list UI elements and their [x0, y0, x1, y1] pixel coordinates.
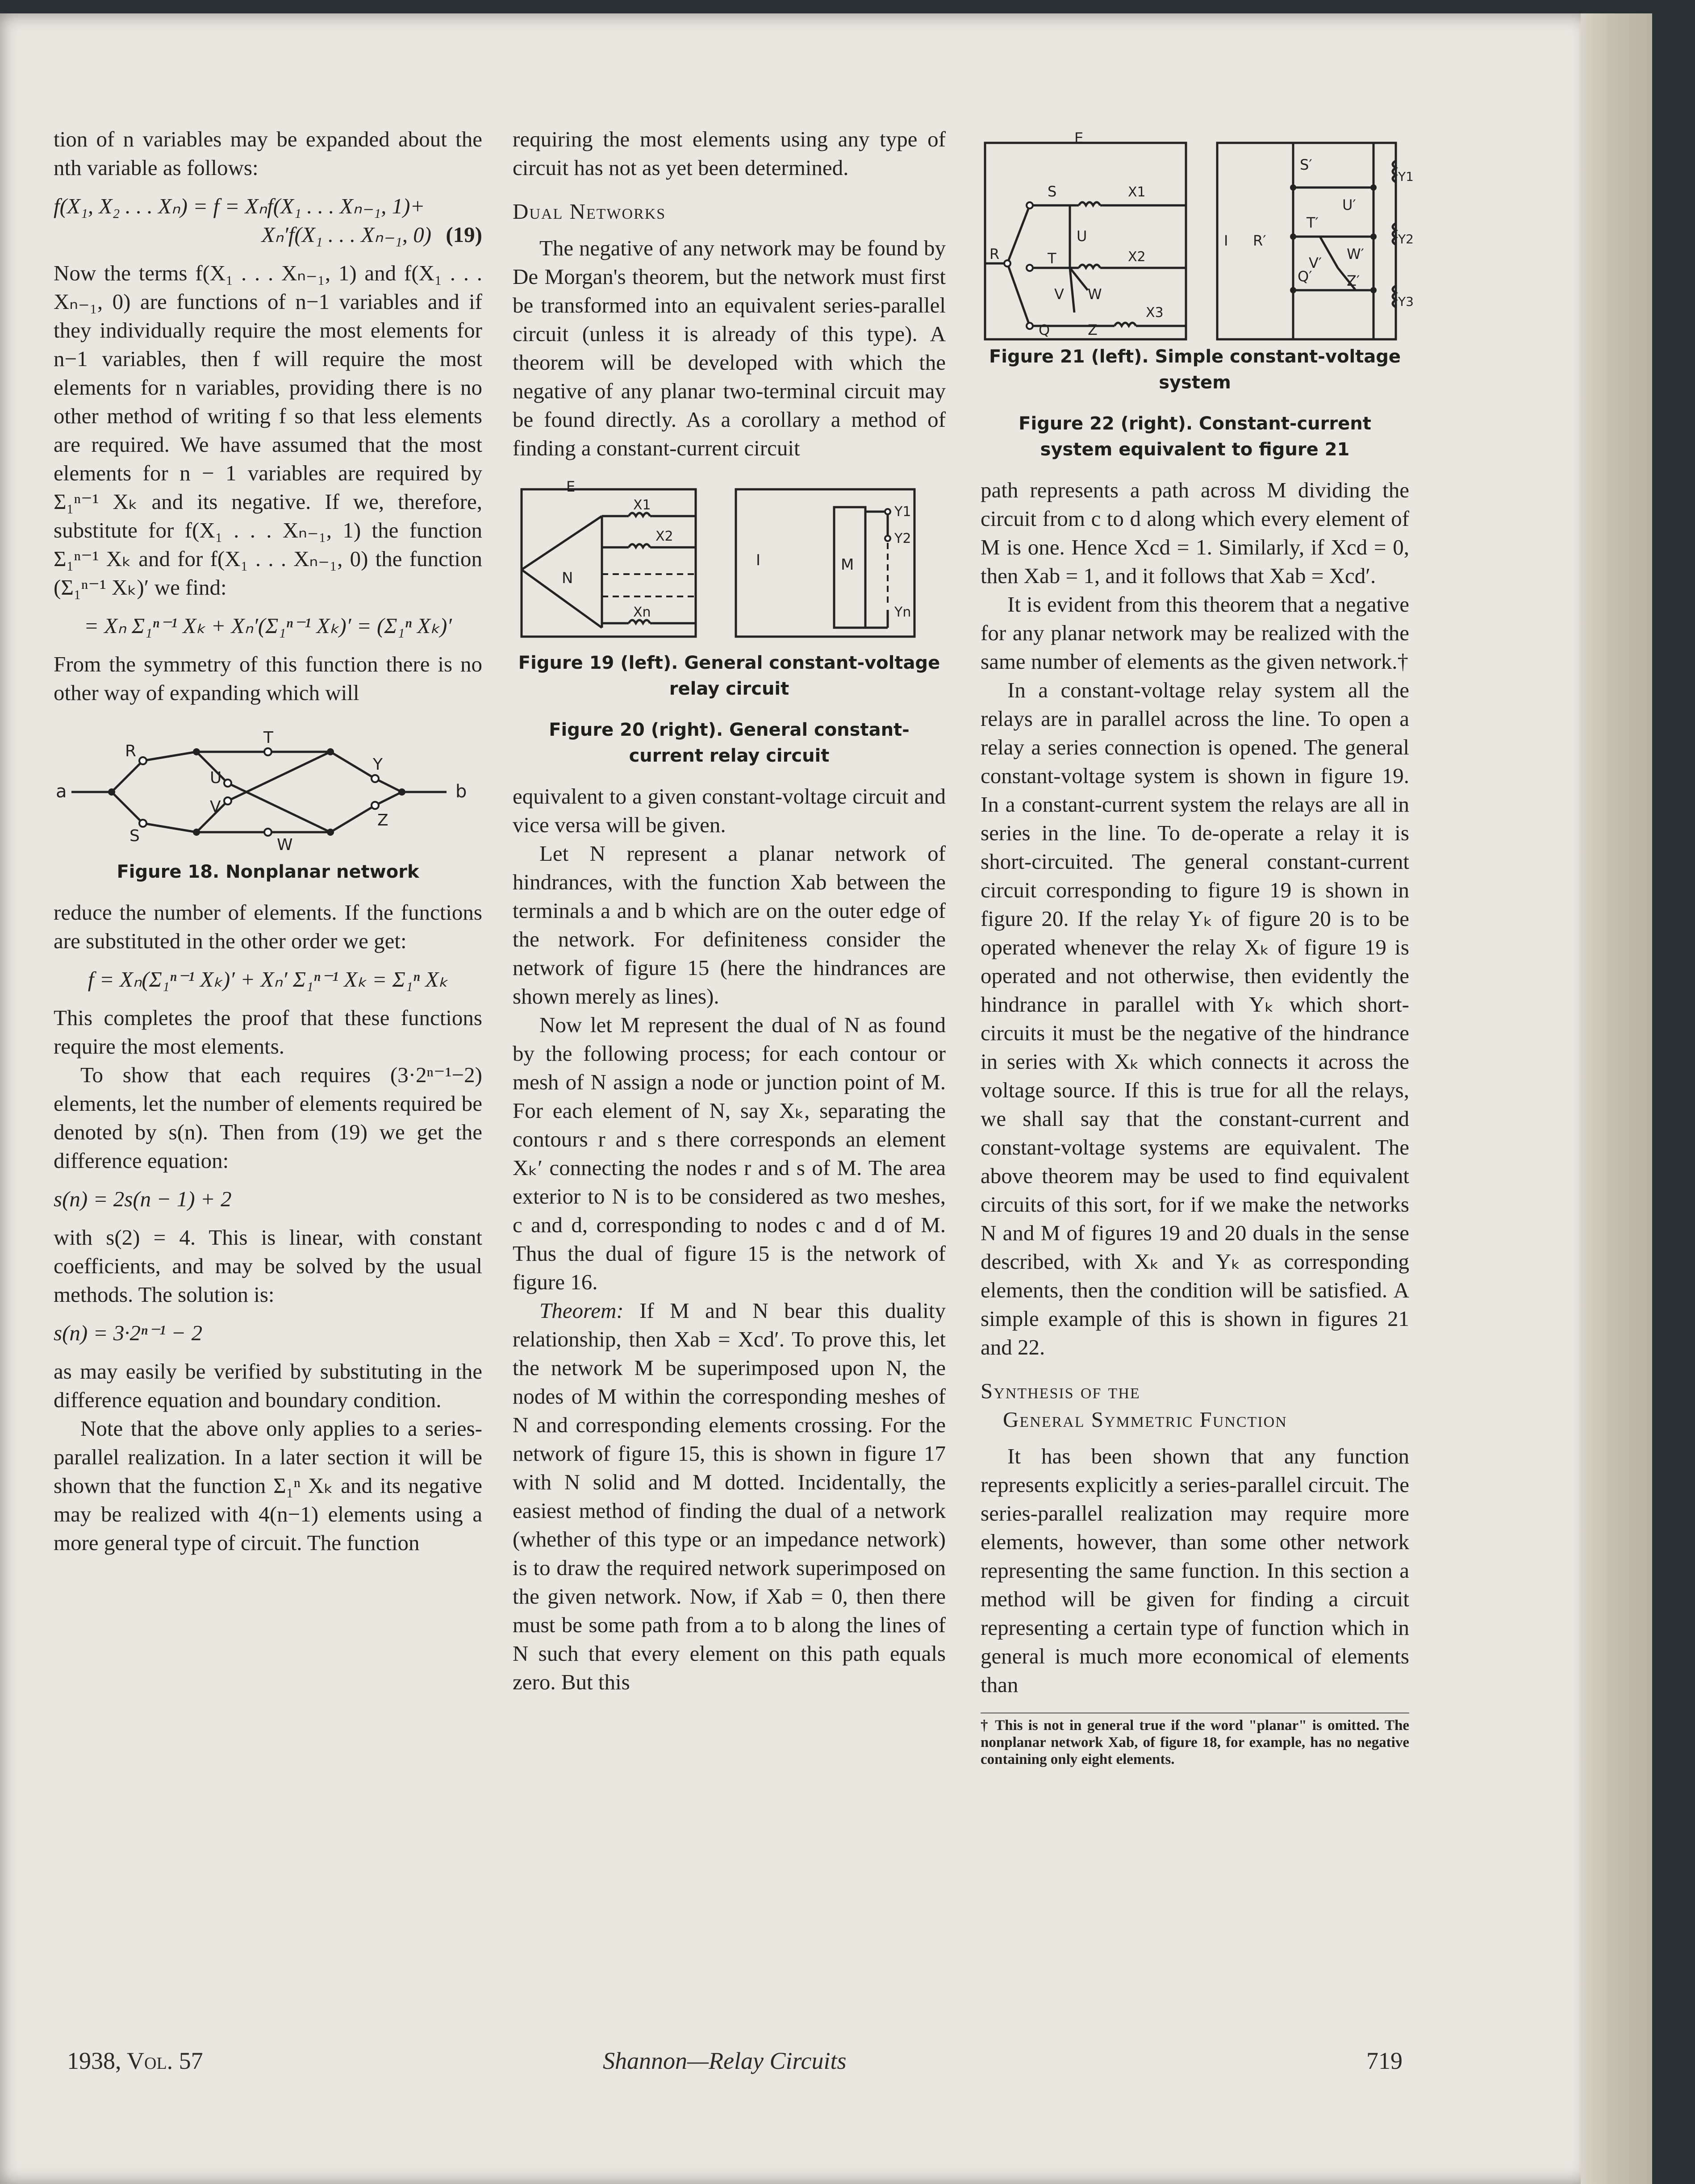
figure-caption: Figure 21 (left). Simple constant-voltage system — [989, 346, 1401, 393]
section-heading: Dual Networks — [513, 199, 666, 224]
relay-label-x1: X1 — [1128, 184, 1146, 200]
paragraph: The negative of any network may be found by De Morgan's theorem, but the network must first be transformed into an equivalent series-parallel circuit (unless it is already of this type). A theorem will be developed with which the negative of any planar two-terminal circuit may be found directly. As a corollary a method of finding a constant-current circuit — [513, 236, 946, 460]
contact-label-q-prime: Q′ — [1298, 268, 1312, 285]
relay-label-x2: X2 — [655, 529, 673, 544]
contact-label-u-prime: U′ — [1342, 196, 1356, 213]
paragraph: Now the terms f(X₁ . . . Xₙ₋₁, 1) and f(X₁ . . . Xₙ₋₁, 0) are functions of n−1 variables and if they individually require the most elements for n−1 variables, then f will require the most elements for n variables, providing there is no other method of writing f so that less elements are required. We have assumed that the most elements for n − 1 variables are required by Σ₁ⁿ⁻¹ Xₖ and its negative. If we, therefore, substitute for f(X₁ . . . Xₙ₋₁, 1) the function Σ₁ⁿ⁻¹ Xₖ and for f(X₁ . . . Xₙ₋₁, 0) the function (Σ₁ⁿ⁻¹ Xₖ)′ we find: — [54, 261, 482, 600]
relay-label-x1: X1 — [633, 497, 651, 513]
contact-label-r-prime: R′ — [1253, 232, 1266, 249]
voltage-label-e: E — [566, 478, 576, 495]
figure-19-diagram — [522, 478, 696, 637]
equation: s(n) = 3·2ⁿ⁻¹ − 2 — [54, 1321, 203, 1345]
paragraph — [513, 1296, 946, 1696]
contact-label-w: W — [1088, 286, 1102, 303]
paragraph: This completes the proof that these functions require the most elements. — [54, 1005, 482, 1059]
paragraph: In a constant-voltage relay system all the relays are in parallel across the line. To open a relay a series connection is opened. The general constant-voltage system is shown in figure 19. In a constant-current system the relays are all in series in the line. To de-operate a relay it is short-circuited. The general constant-current circuit corresponding to figure 19 is shown in figure 20. If the relay Yₖ of figure 20 is to be operated whenever the relay Xₖ of figure 19 is operated and not otherwise, then evidently the hindrance in parallel with Yₖ which short-circuits it must be the negative of the hindrance in series with Xₖ which connects it across the voltage source. If this is true for all the relays, we shall say that the constant-current and constant-voltage systems are equivalent. The above theorem may be used to find equivalent circuits of this sort, for if we make the networks N and M of figures 19 and 20 duals in the sense described, with Xₖ and Yₖ as corresponding elements, then the condition will be satisfied. A simple example of this is shown in figures 21 and 22. — [981, 678, 1409, 1359]
contact-label-r: R — [989, 246, 1000, 263]
page-number: 719 — [1366, 2047, 1403, 2074]
element-label-w: W — [277, 836, 293, 854]
equation: = Xₙ Σ₁ⁿ⁻¹ Xₖ + Xₙ′(Σ₁ⁿ⁻¹ Xₖ)′ = (Σ₁ⁿ Xₖ)′ — [83, 613, 452, 638]
figure-18 — [54, 725, 482, 885]
simple-relay-system-diagrams — [981, 129, 1414, 344]
contact-label-q: Q — [1039, 321, 1050, 338]
contact-label-s: S — [1048, 183, 1057, 200]
theorem-label: Theorem: — [539, 1298, 624, 1323]
paragraph: From the symmetry of this function there is no other way of expanding which will — [54, 652, 482, 705]
section-heading-line: General Symmetric Function — [1003, 1407, 1287, 1432]
element-label-u: U — [210, 769, 222, 787]
footer-volume: 1938, Vol. 57 — [67, 2047, 203, 2074]
paragraph: path represents a path across M dividing the circuit from c to d along which every element of M is one. Hence Xcd = 1. Similarly, if Xcd = 0, then Xab = 1, and it follows that Xab = Xcd′. — [981, 478, 1409, 588]
element-label-y: Y — [373, 755, 383, 774]
equation-number: (19) — [446, 222, 482, 247]
figure-caption: Figure 18. Nonplanar network — [117, 862, 419, 882]
relay-label-y2: Y2 — [1398, 232, 1414, 246]
paragraph: tion of n variables may be expanded about the nth variable as follows: — [54, 127, 482, 180]
network-label-n: N — [562, 569, 573, 587]
paragraph: Let N represent a planar network of hindrances, with the function Xab between the terminals a and b which are on the outer edge of the network. For definiteness consider the network of figure 15 (here the hindrances are shown merely as lines). — [513, 841, 946, 1009]
theorem-text: If M and N bear this duality relationship, then Xab = Xcd′. To prove this, let the network M be superimposed upon N, the nodes of M within the corresponding meshes of N and corresponding elements crossing. For the network of figure 15, this is shown in figure 17 with N solid and M dotted. Incidentally, the easiest method of finding the dual of a network (whether of this type or an impedance network) is to draw the required network superimposed on the given network. Now, if Xab = 0, then there must be some path from a to b along the lines of N such that every element on this path equals zero. But this — [513, 1298, 946, 1694]
node-label-b: b — [455, 781, 467, 802]
relay-label-y1: Y1 — [1398, 169, 1414, 184]
paragraph: Note that the above only applies to a series-parallel realization. In a later section it will be shown that the function Σ₁ⁿ Xₖ and its negative may be realized with 4(n−1) elements using a more general type of circuit. The function — [54, 1416, 482, 1555]
column-1 — [54, 125, 482, 1557]
footer-running-title: Shannon—Relay Circuits — [603, 2047, 847, 2074]
equation-19 — [54, 192, 482, 249]
figure-caption: Figure 19 (left). General constant-voltage relay circuit — [518, 653, 940, 699]
relay-label-y3: Y3 — [1398, 294, 1414, 309]
footnote: † This is not in general true if the word "planar" is omitted. The nonplanar network Xab, of figure 18, for example, has no negative containing only eight elements. — [981, 1713, 1409, 1768]
contact-label-t-prime: T′ — [1307, 214, 1319, 231]
node-label-a: a — [56, 781, 67, 802]
equation-line: Xₙ′f(X₁ . . . Xₙ₋₁, 0) — [261, 222, 432, 247]
paragraph: requiring the most elements using any type of circuit has not as yet been determined. — [513, 127, 946, 180]
contact-label-z-prime: Z′ — [1347, 272, 1360, 289]
contact-label-s-prime: S′ — [1300, 156, 1312, 173]
paragraph: equivalent to a given constant-voltage circuit and vice versa will be given. — [513, 784, 946, 837]
figure-caption: Figure 22 (right). Constant-current system equivalent to figure 21 — [1019, 413, 1371, 460]
relay-label-yn: Yn — [894, 604, 911, 620]
relay-label-y1: Y1 — [894, 504, 911, 520]
column-2 — [513, 125, 946, 1696]
paragraph: It has been shown that any function represents explicitly a series-parallel circuit. The series-parallel realization may require more elements, however, than some other network representing the same function. In this section a method will be given for finding a circuit representing a certain type of function which in general is much more economical of elements than — [981, 1444, 1409, 1697]
element-label-s: S — [129, 827, 140, 845]
paragraph: To show that each requires (3·2ⁿ⁻¹−2) elements, let the number of elements required be denoted by s(n). Then from (19) we get the difference equation: — [54, 1063, 482, 1173]
relay-label-xn: Xn — [633, 604, 651, 620]
equation: s(n) = 2s(n − 1) + 2 — [54, 1187, 232, 1211]
figure-21-diagram — [985, 129, 1186, 339]
contact-label-v-prime: V′ — [1309, 254, 1322, 271]
voltage-label-e: E — [1074, 129, 1084, 146]
relay-label-x2: X2 — [1128, 249, 1146, 265]
figures-21-22 — [981, 129, 1414, 463]
column-3 — [981, 125, 1414, 1768]
figure-20-diagram — [736, 489, 914, 637]
current-label-i: I — [1224, 232, 1228, 249]
network-label-m: M — [841, 556, 854, 574]
element-label-r: R — [125, 742, 137, 760]
contact-label-t: T — [1048, 250, 1056, 267]
relay-label-x3: X3 — [1146, 305, 1164, 321]
figures-19-20 — [513, 480, 946, 769]
element-label-v: V — [210, 798, 221, 816]
section-heading-line: Synthesis of the — [981, 1379, 1140, 1403]
equation: f = Xₙ(Σ₁ⁿ⁻¹ Xₖ)′ + Xₙ′ Σ₁ⁿ⁻¹ Xₖ = Σ₁ⁿ Xₖ — [88, 967, 448, 992]
figure-22-diagram — [1217, 143, 1414, 339]
contact-label-v: V — [1054, 286, 1064, 303]
contact-label-z: Z — [1088, 321, 1098, 338]
equation-line: f(X₁, X₂ . . . Xₙ) = f = Xₙf(X₁ . . . Xₙ₋₁, 1)+ — [54, 194, 425, 218]
contact-label-w-prime: W′ — [1347, 246, 1364, 263]
relay-label-y2: Y2 — [894, 531, 911, 546]
figure-caption: Figure 20 (right). General constant-current relay circuit — [549, 720, 910, 766]
contact-label-u: U — [1077, 228, 1087, 245]
nonplanar-network-diagram — [54, 725, 482, 859]
element-label-z: Z — [377, 811, 388, 829]
relay-circuit-diagrams — [513, 480, 946, 650]
paragraph: with s(2) = 4. This is linear, with constant coefficients, and may be solved by the usual methods. The solution is: — [54, 1225, 482, 1307]
current-label-i: I — [756, 551, 761, 569]
paragraph: It is evident from this theorem that a negative for any planar network may be realized with the same number of elements as the given network.† — [981, 592, 1409, 674]
section-heading — [981, 1377, 1409, 1434]
paragraph: Now let M represent the dual of N as found by the following process; for each contour or mesh of N assign a node or junction point of M. For each element of N, say Xₖ, separating the contours r and s there corresponds an element Xₖ′ connecting the nodes r and s of M. The area exterior to N is to be considered as two meshes, c and d, corresponding to nodes c and d of M. Thus the dual of figure 15 is the network of figure 16. — [513, 1013, 946, 1294]
paragraph: as may easily be verified by substituting in the difference equation and boundary condition. — [54, 1359, 482, 1412]
page-edge — [1581, 13, 1652, 2184]
paragraph: reduce the number of elements. If the functions are substituted in the other order we get: — [54, 900, 482, 953]
element-label-t: T — [263, 729, 273, 747]
